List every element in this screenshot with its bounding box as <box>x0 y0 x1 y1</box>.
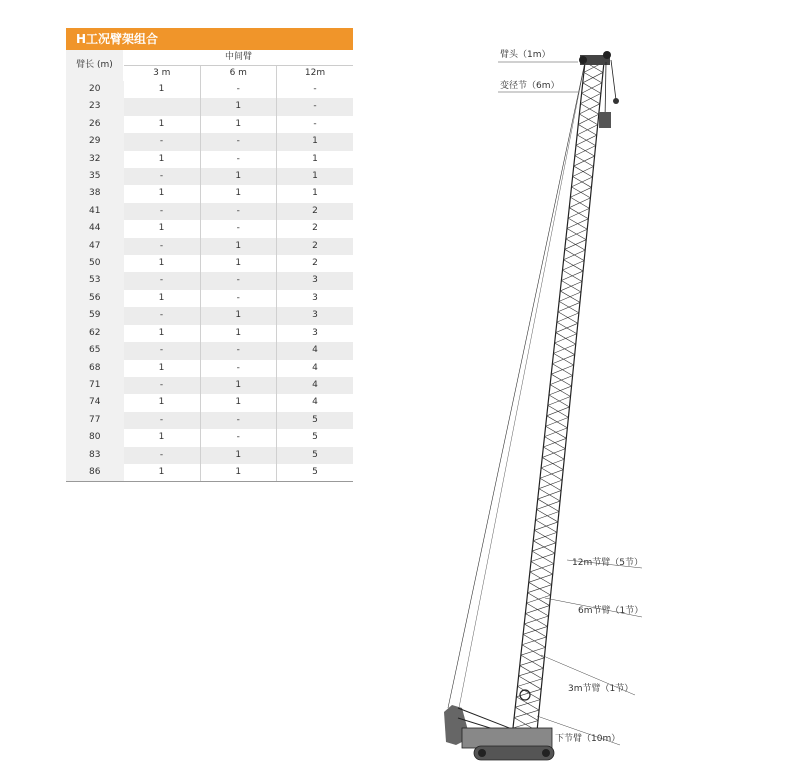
cell-boom-length: 68 <box>66 360 124 377</box>
table-row <box>66 360 353 377</box>
cell-3m: 1 <box>158 258 165 269</box>
cell-12m: 2 <box>277 255 354 272</box>
table-row <box>66 98 353 115</box>
cell-12m: 1 <box>277 168 354 185</box>
table-row <box>66 81 353 98</box>
cell-12m: 4 <box>277 394 354 411</box>
table-row <box>66 116 353 133</box>
cell-3m: - <box>124 307 201 324</box>
cell-12m: 3 <box>277 307 354 324</box>
cell-12m: 1 <box>277 151 354 168</box>
table-row <box>66 290 353 307</box>
table-row <box>66 447 353 464</box>
cell-12m: 3 <box>277 290 354 307</box>
table-row <box>66 168 353 185</box>
cell-6m: 1 <box>200 464 277 482</box>
cell-12m: 4 <box>277 342 354 359</box>
cell-3m: 1 <box>158 223 165 234</box>
cell-3m: 1 <box>158 153 165 164</box>
cell-12m: 2 <box>277 220 354 237</box>
cell-boom-length: 20 <box>66 81 124 98</box>
cell-12m: 5 <box>277 429 354 446</box>
table-row <box>66 255 353 272</box>
header-boom-length: 臂长 (m) <box>66 50 124 81</box>
cell-boom-length: 29 <box>66 133 124 150</box>
cell-3m: 1 <box>158 432 165 443</box>
cell-boom-length: 26 <box>66 116 124 133</box>
table-row <box>66 133 353 150</box>
cell-12m: 5 <box>277 412 354 429</box>
cell-3m <box>124 98 201 115</box>
boom-combination-table <box>66 50 353 482</box>
cell-12m: 1 <box>277 185 354 202</box>
cell-boom-length: 71 <box>66 377 124 394</box>
crawler-crane-diagram <box>430 40 660 770</box>
cell-boom-length: 80 <box>66 429 124 446</box>
cell-boom-length: 47 <box>66 238 124 255</box>
cell-boom-length: 44 <box>66 220 124 237</box>
label-12m-section: 12m节臂（5节） <box>572 558 643 568</box>
table-row <box>66 342 353 359</box>
table-row <box>66 464 353 482</box>
cell-3m: - <box>124 168 201 185</box>
table-body <box>66 81 353 482</box>
table-row <box>66 429 353 446</box>
cell-12m: 5 <box>277 464 354 482</box>
cell-boom-length: 77 <box>66 412 124 429</box>
label-reducer-section: 变径节（6m） <box>500 81 560 91</box>
cell-boom-length: 65 <box>66 342 124 359</box>
table-row <box>66 377 353 394</box>
cell-3m: 1 <box>124 464 201 482</box>
table-row <box>66 185 353 202</box>
cell-6m: 1 <box>200 325 277 342</box>
cell-6m: 1 <box>200 307 277 324</box>
cell-12m: - <box>277 81 354 98</box>
cell-boom-length: 74 <box>66 394 124 411</box>
cell-6m: - <box>200 220 277 237</box>
cell-12m: 1 <box>277 133 354 150</box>
cell-12m: 4 <box>277 377 354 394</box>
cell-12m: 3 <box>277 325 354 342</box>
cell-boom-length: 53 <box>66 272 124 289</box>
cell-6m: 1 <box>200 116 277 133</box>
label-boom-head: 臂头（1m） <box>500 50 551 60</box>
cell-boom-length: 56 <box>66 290 124 307</box>
cell-6m: - <box>200 290 277 307</box>
cell-6m: 1 <box>200 377 277 394</box>
cell-3m: 1 <box>158 118 165 129</box>
cell-6m: - <box>200 429 277 446</box>
cell-3m: - <box>124 203 201 220</box>
cell-12m: 5 <box>277 447 354 464</box>
cell-3m: - <box>124 377 201 394</box>
cell-3m: - <box>124 238 201 255</box>
cell-12m: 3 <box>277 272 354 289</box>
cell-3m: 1 <box>158 292 165 303</box>
cell-3m: - <box>124 447 201 464</box>
cell-6m: 1 <box>200 185 277 202</box>
header-6m: 6 m <box>200 66 277 82</box>
cell-3m: 1 <box>158 188 165 199</box>
table-row <box>66 272 353 289</box>
header-intermediate-boom: 中间臂 <box>124 50 354 66</box>
cell-6m: - <box>200 360 277 377</box>
cell-boom-length: 41 <box>66 203 124 220</box>
cell-12m: - <box>277 98 354 115</box>
table-row <box>66 203 353 220</box>
table-row <box>66 238 353 255</box>
table-title: H工况臂架组合 <box>66 28 353 50</box>
cell-6m: 1 <box>200 98 277 115</box>
header-3m: 3 m <box>124 66 201 82</box>
cell-6m: - <box>200 133 277 150</box>
cell-boom-length: 35 <box>66 168 124 185</box>
table-row <box>66 307 353 324</box>
cell-3m: 1 <box>158 327 165 338</box>
cell-3m: - <box>124 133 201 150</box>
cell-3m: 1 <box>158 397 165 408</box>
label-3m-section: 3m节臂（1节） <box>568 684 634 694</box>
cell-6m: - <box>200 342 277 359</box>
table-row <box>66 220 353 237</box>
cell-12m: - <box>277 116 354 133</box>
label-lower-boom: 下节臂（10m） <box>555 734 621 744</box>
table-row <box>66 412 353 429</box>
cell-6m: 1 <box>200 255 277 272</box>
cell-3m: 1 <box>158 84 165 94</box>
cell-boom-length: 59 <box>66 307 124 324</box>
boom-lattice <box>513 62 604 731</box>
table-row <box>66 394 353 411</box>
cell-6m: - <box>200 81 277 98</box>
cell-boom-length: 62 <box>66 325 124 342</box>
cell-3m: - <box>124 342 201 359</box>
cell-boom-length: 32 <box>66 151 124 168</box>
cell-6m: - <box>200 412 277 429</box>
cell-boom-length: 86 <box>66 464 124 482</box>
cell-12m: 2 <box>277 238 354 255</box>
cell-boom-length: 23 <box>66 98 124 115</box>
cell-12m: 2 <box>277 203 354 220</box>
boom-combination-table-panel <box>66 28 353 482</box>
cell-6m: - <box>200 272 277 289</box>
cell-6m: - <box>200 151 277 168</box>
cell-3m: 1 <box>158 362 165 373</box>
cell-6m: 1 <box>200 168 277 185</box>
header-12m: 12m <box>277 66 354 82</box>
cell-3m: - <box>124 412 201 429</box>
label-6m-section: 6m节臂（1节） <box>578 606 644 616</box>
cell-boom-length: 50 <box>66 255 124 272</box>
cell-6m: 1 <box>200 394 277 411</box>
table-row <box>66 325 353 342</box>
cell-12m: 4 <box>277 360 354 377</box>
pendant-lines <box>448 62 585 718</box>
cell-6m: 1 <box>200 238 277 255</box>
table-row <box>66 151 353 168</box>
cell-3m: - <box>124 272 201 289</box>
cell-6m: - <box>200 203 277 220</box>
cell-6m: 1 <box>200 447 277 464</box>
cell-boom-length: 83 <box>66 447 124 464</box>
cell-boom-length: 38 <box>66 185 124 202</box>
